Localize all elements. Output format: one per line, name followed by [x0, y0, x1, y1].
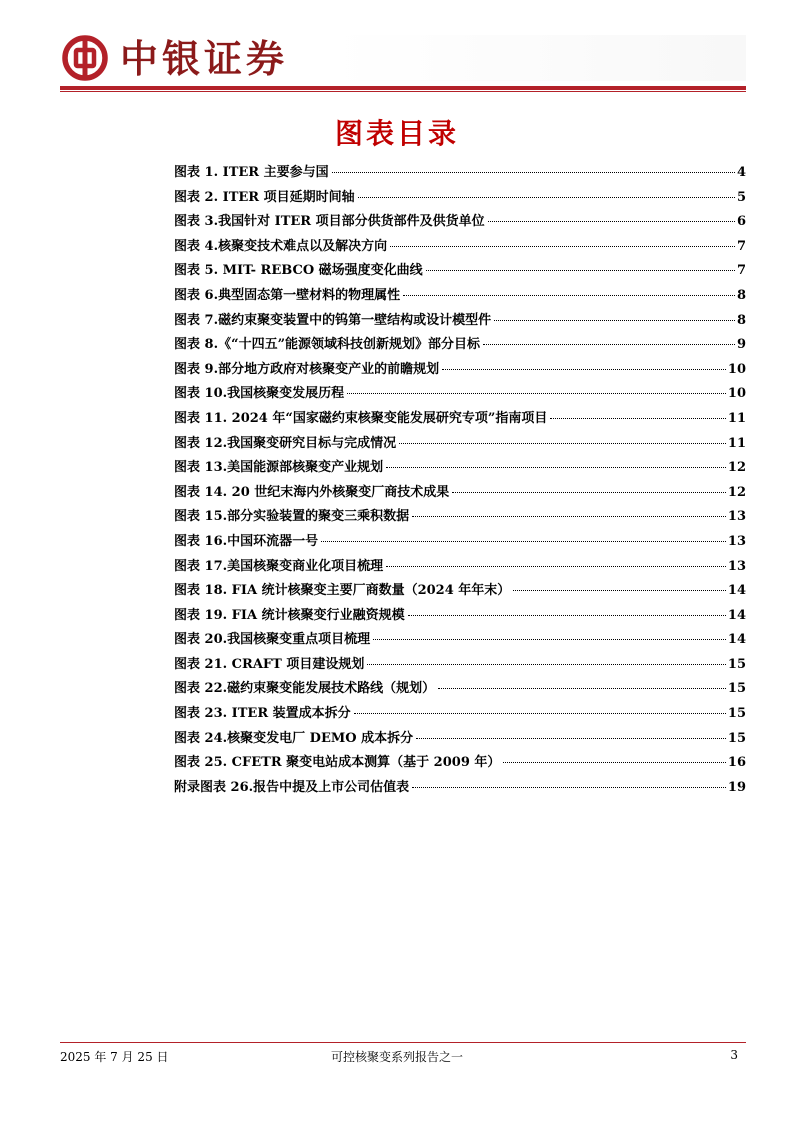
toc-entry-page: 11: [727, 435, 746, 451]
toc-entry-page: 4: [736, 165, 746, 180]
toc-entry-label: 图表 20.我国核聚变重点项目梳理: [174, 632, 371, 648]
toc-entry-page: 14: [727, 607, 746, 623]
toc-entry[interactable]: [174, 505, 746, 530]
toc-entry-label: 图表 10.我国核聚变发展历程: [174, 386, 345, 402]
footer-date: 2025 年 7 月 25 日: [60, 1050, 169, 1064]
toc-entry[interactable]: [174, 210, 746, 235]
toc-dot-leader: [321, 540, 726, 542]
toc-dot-leader: [438, 687, 726, 689]
toc-dot-leader: [367, 663, 726, 665]
toc-entry[interactable]: [174, 382, 746, 407]
header-divider-thin: [60, 91, 746, 92]
toc-entry-label: 图表 7.磁约束聚变装置中的钨第一壁结构或设计模型件: [174, 312, 492, 328]
toc-entry[interactable]: [174, 186, 746, 211]
toc-entry[interactable]: [174, 653, 746, 678]
toc-dot-leader: [386, 466, 726, 468]
toc-entry[interactable]: [174, 579, 746, 604]
toc-dot-leader: [358, 196, 735, 198]
toc-entry-page: 12: [727, 460, 746, 476]
toc-entry-page: 7: [736, 263, 746, 279]
toc-entry[interactable]: [174, 481, 746, 506]
toc-entry[interactable]: [174, 358, 746, 383]
toc-dot-leader: [513, 589, 726, 591]
toc-entry-page: 7: [736, 238, 746, 254]
toc-entry-page: 8: [736, 312, 746, 328]
toc-dot-leader: [483, 343, 735, 345]
toc-entry[interactable]: [174, 456, 746, 481]
toc-dot-leader: [412, 786, 726, 788]
toc-dot-leader: [488, 220, 735, 222]
toc-entry[interactable]: [174, 751, 746, 776]
toc-entry-label: 图表 1. ITER 主要参与国: [174, 165, 329, 180]
toc-entry-page: 19: [727, 779, 746, 795]
toc-dot-leader: [416, 737, 726, 739]
toc-dot-leader: [503, 761, 726, 763]
toc-entry-label: 图表 9.部分地方政府对核聚变产业的前瞻规划: [174, 361, 440, 377]
toc-entry[interactable]: [174, 284, 746, 309]
toc-entry-page: 14: [727, 583, 746, 599]
bank-of-china-logo-icon: [62, 35, 108, 81]
toc-entry-page: 14: [727, 632, 746, 648]
toc-entry-page: 15: [727, 656, 746, 672]
toc-entry[interactable]: [174, 161, 746, 186]
toc-entry-label: 图表 4.核聚变技术难点以及解决方向: [174, 238, 388, 254]
toc-entry[interactable]: [174, 628, 746, 653]
toc-entry-page: 5: [736, 189, 746, 205]
toc-entry-label: 图表 23. ITER 装置成本拆分: [174, 706, 351, 722]
toc-entry-label: 图表 2. ITER 项目延期时间轴: [174, 189, 355, 205]
toc-entry-page: 8: [736, 287, 746, 303]
toc-dot-leader: [354, 712, 726, 714]
toc-entry[interactable]: [174, 604, 746, 629]
toc-entry-label: 图表 12.我国聚变研究目标与完成情况: [174, 435, 397, 451]
toc-entry-label: 图表 22.磁约束聚变能发展技术路线（规划）: [174, 681, 436, 697]
toc-entry[interactable]: [174, 677, 746, 702]
toc-entry-label: 图表 8.《“十四五”能源领域科技创新规划》部分目标: [174, 337, 481, 353]
toc-entry[interactable]: [174, 407, 746, 432]
toc-dot-leader: [426, 269, 735, 271]
toc-dot-leader: [550, 417, 726, 419]
footer-series-title: 可控核聚变系列报告之一: [330, 1050, 463, 1064]
toc-dot-leader: [452, 491, 726, 493]
toc-entry-page: 11: [727, 410, 746, 426]
toc-dot-leader: [373, 638, 726, 640]
toc-entry[interactable]: [174, 530, 746, 555]
toc-entry[interactable]: [174, 432, 746, 457]
header-divider: [60, 86, 746, 90]
toc-entry-label: 图表 19. FIA 统计核聚变行业融资规模: [174, 607, 405, 623]
toc-entry-label: 图表 16.中国环流器一号: [174, 533, 319, 549]
toc-entry-label: 图表 17.美国核聚变商业化项目梳理: [174, 558, 384, 574]
toc-dot-leader: [408, 614, 726, 616]
toc-entry-page: 12: [727, 484, 746, 500]
toc-entry-label: 图表 3.我国针对 ITER 项目部分供货部件及供货单位: [174, 214, 485, 230]
toc-entry-page: 13: [727, 558, 746, 574]
toc-title: 图表目录: [334, 117, 459, 150]
page-header: [0, 0, 794, 92]
toc-entry[interactable]: [174, 702, 746, 727]
toc-entry-page: 15: [727, 681, 746, 697]
toc-entry-label: 图表 6.典型固态第一壁材料的物理属性: [174, 287, 401, 303]
toc-dot-leader: [390, 245, 735, 247]
toc-dot-leader: [403, 294, 735, 296]
toc-entry-page: 6: [736, 214, 746, 230]
toc-entry-label: 图表 25. CFETR 聚变电站成本测算（基于 2009 年）: [174, 755, 501, 771]
toc-entry-label: 图表 11. 2024 年“国家磁约束核聚变能发展研究专项”指南项目: [174, 410, 548, 426]
toc-entry[interactable]: [174, 259, 746, 284]
toc-entry[interactable]: [174, 776, 746, 801]
toc-dot-leader: [399, 442, 726, 444]
footer-divider: [60, 1042, 746, 1043]
toc-entry[interactable]: [174, 235, 746, 260]
toc-entry-label: 图表 5. MIT- REBCO 磁场强度变化曲线: [174, 263, 423, 279]
toc-entry-page: 13: [727, 509, 746, 525]
toc-entry-label: 图表 13.美国能源部核聚变产业规划: [174, 460, 384, 476]
toc-entry[interactable]: [174, 555, 746, 580]
toc-entry-page: 13: [727, 533, 746, 549]
toc-entry[interactable]: [174, 333, 746, 358]
toc-entry-label: 图表 24.核聚变发电厂 DEMO 成本拆分: [174, 730, 414, 746]
toc-dot-leader: [442, 368, 726, 370]
toc-dot-leader: [386, 565, 726, 567]
toc-dot-leader: [494, 319, 735, 321]
toc-entry-page: 15: [727, 706, 746, 722]
toc-dot-leader: [332, 171, 735, 173]
toc-entry-label: 图表 15.部分实验装置的聚变三乘积数据: [174, 509, 410, 525]
brand-name: 中银证券: [120, 37, 289, 81]
toc-dot-leader: [412, 515, 726, 517]
toc-entry-label: 图表 18. FIA 统计核聚变主要厂商数量（2024 年年末）: [174, 583, 511, 599]
toc-entry-label: 图表 14. 20 世纪末海内外核聚变厂商技术成果: [174, 484, 450, 500]
header-band: [330, 35, 746, 81]
toc-entry-label: 附录图表 26.报告中提及上市公司估值表: [174, 779, 410, 795]
toc-entry-page: 10: [727, 386, 746, 402]
toc-entry-page: 15: [727, 730, 746, 746]
toc-entry-page: 16: [727, 755, 746, 771]
toc-entry-label: 图表 21. CRAFT 项目建设规划: [174, 656, 365, 672]
table-of-figures: [174, 161, 746, 800]
toc-dot-leader: [347, 392, 726, 394]
toc-entry[interactable]: [174, 309, 746, 334]
toc-entry-page: 10: [727, 361, 746, 377]
toc-entry-page: 9: [736, 337, 746, 353]
footer-page-number: 3: [730, 1048, 738, 1062]
toc-entry[interactable]: [174, 727, 746, 752]
